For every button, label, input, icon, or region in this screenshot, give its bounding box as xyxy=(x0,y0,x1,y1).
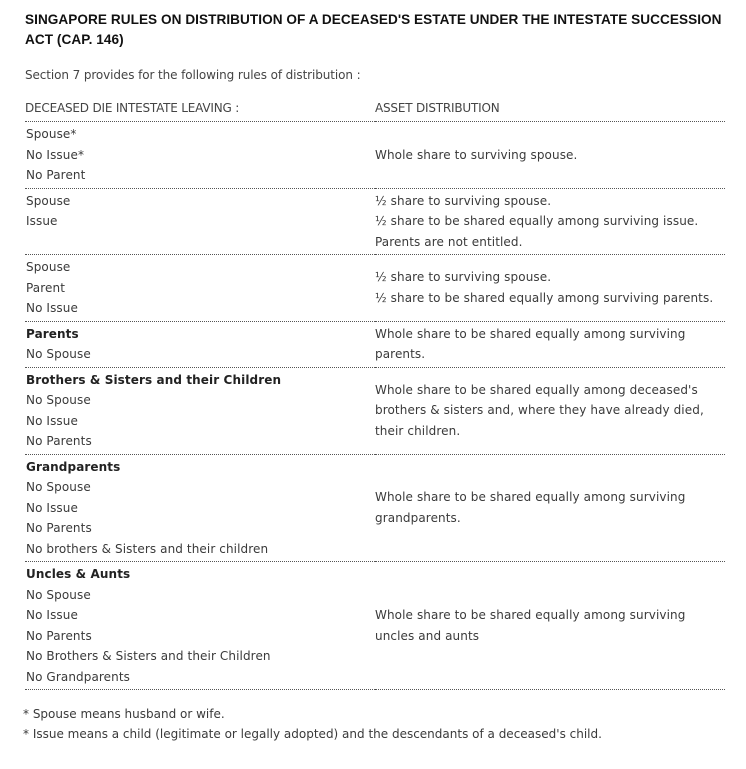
distribution-cell xyxy=(375,562,725,690)
condition-item: No Parents xyxy=(26,434,92,448)
condition-cell xyxy=(25,454,375,562)
condition-item: No Spouse xyxy=(26,347,91,361)
condition-item: Spouse* xyxy=(26,127,77,141)
page-title: SINGAPORE RULES ON DISTRIBUTION OF A DECEASED'S ESTATE UNDER THE INTESTATE SUCCESSION ACT (CAP. 146) xyxy=(25,12,722,47)
distribution-text: Whole share to be shared equally among surviving parents. xyxy=(375,326,686,361)
condition-cell xyxy=(25,562,375,690)
column-header-deceased-leaving: DECEASED DIE INTESTATE LEAVING : xyxy=(25,100,375,122)
condition-cell xyxy=(25,122,375,189)
condition-item: Issue xyxy=(26,214,58,228)
condition-item: No Spouse xyxy=(26,393,91,407)
distribution-text: Whole share to be shared equally among deceased's brothers & sisters and, where they have already died, their children. xyxy=(375,382,704,438)
condition-item: Spouse xyxy=(26,260,71,274)
condition-item: No Issue* xyxy=(26,147,85,162)
condition-item: No Spouse xyxy=(26,480,91,494)
category-heading: Grandparents xyxy=(26,459,121,474)
condition-item: No Spouse xyxy=(26,587,91,602)
condition-cell xyxy=(25,321,375,367)
distribution-text: ½ share to be shared equally among surviving parents. xyxy=(375,290,714,305)
table-row xyxy=(25,562,725,690)
column-header-asset-distribution: ASSET DISTRIBUTION xyxy=(375,100,725,122)
intro-text: Section 7 provides for the following rules of distribution : xyxy=(25,68,361,82)
condition-item: No Parents xyxy=(26,628,92,643)
distribution-cell xyxy=(375,321,725,367)
condition-item: No Parent xyxy=(26,168,86,182)
table-row xyxy=(25,367,725,454)
table-header-row xyxy=(25,100,725,122)
footnote-spouse: * Spouse means husband or wife. xyxy=(23,707,225,721)
condition-item: No Issue xyxy=(26,413,78,428)
condition-item: No brothers & Sisters and their children xyxy=(26,541,269,556)
footnotes xyxy=(25,704,725,744)
category-heading: Uncles & Aunts xyxy=(26,567,131,581)
distribution-cell xyxy=(375,188,725,255)
condition-item: No Issue xyxy=(26,608,78,622)
table-row xyxy=(25,454,725,562)
distribution-text: Whole share to be shared equally among surviving uncles and aunts xyxy=(375,608,686,643)
condition-cell xyxy=(25,367,375,454)
table-row xyxy=(25,255,725,322)
distribution-cell xyxy=(375,122,725,189)
distribution-cell xyxy=(375,255,725,322)
condition-item: No Parents xyxy=(26,521,92,535)
distribution-text: Whole share to surviving spouse. xyxy=(375,147,578,162)
condition-item: Spouse xyxy=(26,193,71,208)
table-row xyxy=(25,122,725,189)
condition-item: No Issue xyxy=(26,500,78,515)
condition-cell xyxy=(25,255,375,322)
condition-item: No Brothers & Sisters and their Children xyxy=(26,649,271,663)
distribution-text: ½ share to be shared equally among surviving issue. xyxy=(375,214,699,228)
condition-item: No Issue xyxy=(26,301,78,315)
condition-item: No Grandparents xyxy=(26,669,131,684)
condition-item: Parent xyxy=(26,280,66,295)
distribution-text: Whole share to be shared equally among surviving grandparents. xyxy=(375,490,686,525)
category-heading: Parents xyxy=(26,326,79,341)
footnote-issue: * Issue means a child (legitimate or legally adopted) and the descendants of a deceased's child. xyxy=(23,727,602,741)
table-row xyxy=(25,321,725,367)
condition-cell xyxy=(25,188,375,255)
distribution-text: Parents are not entitled. xyxy=(375,234,523,249)
distribution-table xyxy=(25,100,725,690)
document xyxy=(25,10,725,744)
distribution-cell xyxy=(375,367,725,454)
table-row xyxy=(25,188,725,255)
distribution-text: ½ share to surviving spouse. xyxy=(375,270,552,285)
category-heading: Brothers & Sisters and their Children xyxy=(26,372,282,387)
distribution-text: ½ share to surviving spouse. xyxy=(375,193,552,208)
distribution-cell xyxy=(375,454,725,562)
